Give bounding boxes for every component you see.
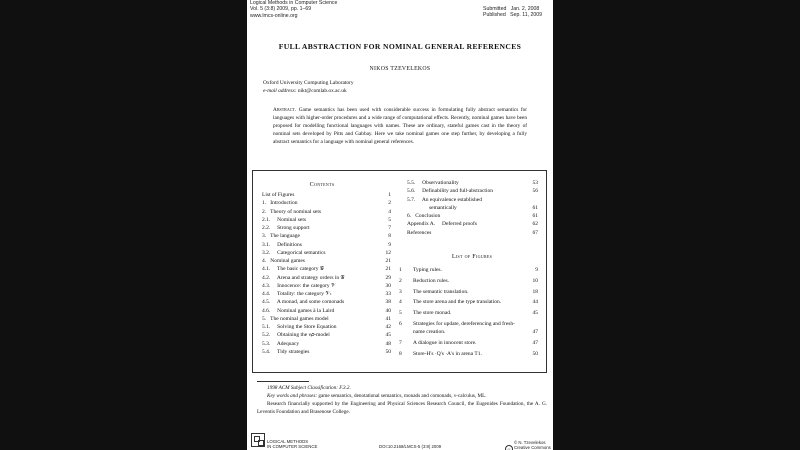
- journal-volume: Vol. 5 (3:8) 2009, pp. 1–69: [250, 6, 312, 13]
- toc-entry: [262, 216, 391, 224]
- toc-entry-label: 4.3. Innocence: the category 𝒱: [262, 282, 336, 289]
- toc-entry-page: 56: [532, 188, 538, 195]
- email-label: e-mail address:: [263, 87, 297, 94]
- lmcs-logo-icon: [251, 433, 265, 447]
- toc-entry-page: 40: [385, 307, 391, 314]
- toc-entry-label: 4. Nominal games: [262, 258, 305, 264]
- toc-entry-page: 45: [385, 332, 391, 339]
- toc-entry-page: 41: [385, 315, 391, 322]
- figure-number: 6: [399, 320, 402, 327]
- toc-entry-label: 5.4. Tidy strategies: [262, 348, 310, 355]
- figure-caption: Strategies for update, dereferencing and fresh-name creation.: [413, 320, 516, 336]
- toc-entry-label: 2.2. Strong support: [262, 225, 310, 231]
- toc-entry-page: 1: [388, 192, 391, 198]
- toc-entry-label: 5.2. Obtaining the ν𝜌-model: [262, 332, 330, 339]
- figure-entry: [399, 288, 538, 296]
- toc-entry: [262, 232, 391, 240]
- license-block: [514, 440, 551, 450]
- toc-entry-label: Appendix A. Deferred proofs: [407, 221, 477, 228]
- author-name: NIKOS TZEVELEKOS: [369, 66, 431, 72]
- toc-entry-label: 5. The nominal games model: [262, 315, 329, 322]
- figure-caption: The store monad.: [413, 310, 452, 317]
- toc-right-column: [407, 179, 538, 237]
- figure-entry: [399, 266, 538, 274]
- toc-entry-page: 42: [385, 324, 391, 330]
- figure-page: 45: [532, 310, 538, 317]
- toc-entry-label: 3.1. Definitions: [262, 241, 302, 248]
- copyright: © N. Tzevelekos: [514, 440, 546, 445]
- list-of-figures-title: List of Figures: [451, 253, 493, 260]
- journal-site: www.lmcs-online.org: [250, 12, 298, 19]
- toc-entry: [262, 241, 391, 249]
- toc-entry-label: 5.3. Adequacy: [262, 340, 300, 347]
- toc-entry: [262, 307, 391, 315]
- toc-entry: [407, 179, 538, 187]
- toc-entry-label: 5.5. Observationality: [407, 180, 459, 186]
- toc-entry: [262, 323, 391, 331]
- toc-entry-label: 2.1. Nominal sets: [262, 216, 306, 223]
- affiliation-lab: Oxford University Computing Laboratory: [263, 80, 354, 86]
- toc-entry: [262, 191, 391, 199]
- figure-caption: The store arena and the type translation.: [413, 299, 502, 306]
- contents-title: Contents: [309, 181, 335, 188]
- toc-entry-page: 38: [385, 299, 391, 306]
- submitted-label: Submitted: [483, 6, 507, 12]
- figure-page: 44: [532, 299, 538, 306]
- toc-entry-page: 7: [388, 225, 391, 231]
- toc-entry-label: 4.4. Totality: the category 𝒱ₜ: [262, 291, 332, 297]
- footnote-rule: [257, 381, 309, 382]
- toc-left-column: [262, 191, 391, 356]
- figure-entry: [399, 339, 538, 347]
- toc-entry: [262, 315, 391, 323]
- journal-name: Logical Methods in Computer Science: [250, 0, 338, 6]
- logo-line-1: LOGICAL METHODS: [267, 439, 309, 444]
- figure-entry: [399, 298, 538, 306]
- email-address: nikt@comlab.ox.ac.uk: [297, 87, 347, 94]
- logo-text: [267, 439, 317, 449]
- figure-page: 47: [532, 339, 538, 346]
- toc-entry: [262, 199, 391, 207]
- toc-entry: [407, 196, 538, 204]
- paper-title: FULL ABSTRACTION FOR NOMINAL GENERAL REFERENCES: [278, 42, 522, 51]
- toc-entry-page: 33: [385, 291, 391, 297]
- toc-entry: [262, 249, 391, 257]
- toc-entry-page: 48: [385, 340, 391, 347]
- figure-number: 5: [399, 310, 402, 317]
- toc-entry: [407, 204, 538, 212]
- toc-entry-label: 4.2. Arena and strategy orders in 𝒢: [262, 274, 345, 281]
- abstract-label: Abstract.: [273, 107, 297, 113]
- toc-entry-label: 4.1. The basic category 𝒢: [262, 266, 324, 273]
- abstract-text: Game semantics has been used with considerable success in formulating fully abstract semantics for languages with higher-order procedures and a wide range of computational effects. Recently, nominal games have been proposed for modelling functional languages with names. These are ordinary, stateful games cast in the theory of nominal sets developed by Pitts and Gabbay. Here we take nominal games one step further, by developing a fully abstract semantics for a language with nominal general references.: [273, 107, 527, 146]
- keywords-label: Key words and phrases:: [267, 392, 318, 399]
- figure-page: 18: [532, 288, 538, 295]
- figure-caption: Store-H's ·Q's ·A's in arena T1.: [413, 350, 482, 357]
- toc-entry-page: 61: [532, 213, 538, 219]
- figure-caption: The semantic translation.: [413, 288, 469, 295]
- toc-entry-label: 5.7. An equivalence established: [407, 196, 482, 203]
- toc-entry: [262, 257, 391, 265]
- toc-entry-page: 21: [385, 266, 391, 273]
- toc-entry: [262, 265, 391, 273]
- published-date: Sep. 11, 2009: [510, 12, 543, 19]
- toc-entry: [262, 331, 391, 339]
- toc-entry-page: 5: [388, 216, 391, 223]
- toc-entry-label: References: [407, 229, 432, 236]
- keywords: game semantics, denotational semantics, monads and comonads, ν-calculus, ML.: [318, 392, 487, 399]
- toc-entry-page: 50: [385, 348, 391, 355]
- dates-block: [483, 6, 542, 19]
- toc-entry-label: 4.5. A monad, and some comonads: [262, 299, 345, 306]
- footnotes: [257, 385, 547, 417]
- list-of-figures: [399, 266, 538, 361]
- toc-entry: [262, 348, 391, 356]
- figure-caption: A dialogue in innocent store.: [413, 339, 477, 346]
- published-label: Published: [483, 12, 506, 19]
- toc-entry: [262, 282, 391, 290]
- figure-number: 7: [399, 339, 402, 346]
- toc-entry-page: 62: [532, 221, 538, 228]
- toc-entry-label: 6. Conclusion: [407, 213, 441, 219]
- toc-entry-page: 8: [388, 233, 391, 240]
- figure-entry: [399, 350, 538, 358]
- license: Creative Commons: [514, 445, 551, 450]
- toc-entry-page: 12: [385, 249, 391, 256]
- toc-entry: [407, 212, 538, 220]
- toc-entry-label: 1. Introduction: [262, 200, 298, 207]
- creative-commons-icon: cc: [505, 445, 513, 450]
- doi: DOI:10.2168/LMCS-5 (3:8) 2009: [379, 444, 442, 449]
- figure-page: 50: [532, 350, 538, 357]
- affiliation: [263, 80, 354, 95]
- toc-entry-label: List of Figures: [262, 192, 295, 198]
- funding-note: Research financially supported by the Engineering and Physical Sciences Research Council, the Eugenides Foundation, the A. G. Leventis Foundation and Brasenose College.: [257, 400, 547, 415]
- toc-entry-page: 4: [388, 208, 391, 215]
- figure-number: 1: [399, 267, 402, 273]
- toc-entry-label: semantically: [407, 204, 457, 211]
- toc-entry-label: 3. The language: [262, 233, 300, 240]
- toc-entry-page: 9: [388, 241, 391, 248]
- journal-header: [250, 0, 337, 19]
- abstract: [273, 106, 527, 146]
- toc-entry-page: 29: [385, 274, 391, 281]
- toc-entry: [262, 298, 391, 306]
- logo-line-2: IN COMPUTER SCIENCE: [267, 444, 318, 449]
- toc-entry-label: 5.1. Solving the Store Equation: [262, 324, 337, 330]
- toc-entry: [262, 290, 391, 298]
- toc-entry-page: 53: [532, 180, 538, 186]
- toc-entry: [407, 220, 538, 228]
- toc-entry-label: 5.6. Definability and full-abstraction: [407, 188, 493, 195]
- figure-page: 10: [532, 277, 538, 284]
- toc-entry: [407, 187, 538, 195]
- figure-number: 4: [399, 299, 402, 306]
- toc-entry-page: 67: [532, 229, 538, 236]
- submitted-date: Jan. 2, 2008: [510, 6, 540, 12]
- figure-page: 9: [535, 267, 538, 273]
- toc-entry: [407, 229, 538, 237]
- toc-entry-label: 3.2. Categorical semantics: [262, 249, 326, 256]
- figure-page: 47: [532, 329, 538, 336]
- figure-number: 8: [399, 350, 402, 357]
- toc-entry-label: 2. Theory of nominal sets: [262, 208, 322, 215]
- toc-entry: [262, 340, 391, 348]
- toc-entry: [262, 274, 391, 282]
- acm-classification: 1998 ACM Subject Classification: F.3.2.: [267, 385, 351, 391]
- figure-entry: [399, 320, 538, 336]
- paper-page: [247, 0, 553, 450]
- toc-entry-label: 4.6. Nominal games à la Laird: [262, 307, 335, 314]
- figure-entry: [399, 277, 538, 285]
- figure-caption: Reduction rules.: [413, 277, 450, 284]
- toc-entry: [262, 224, 391, 232]
- toc-entry-page: 21: [385, 258, 391, 264]
- toc-entry-page: 2: [388, 200, 391, 207]
- toc-entry: [262, 208, 391, 216]
- figure-number: 3: [399, 288, 402, 295]
- figure-number: 2: [399, 277, 402, 284]
- figure-entry: [399, 309, 538, 317]
- toc-entry-page: 61: [532, 204, 538, 211]
- toc-entry-page: 30: [385, 282, 391, 289]
- figure-caption: Typing rules.: [413, 267, 442, 273]
